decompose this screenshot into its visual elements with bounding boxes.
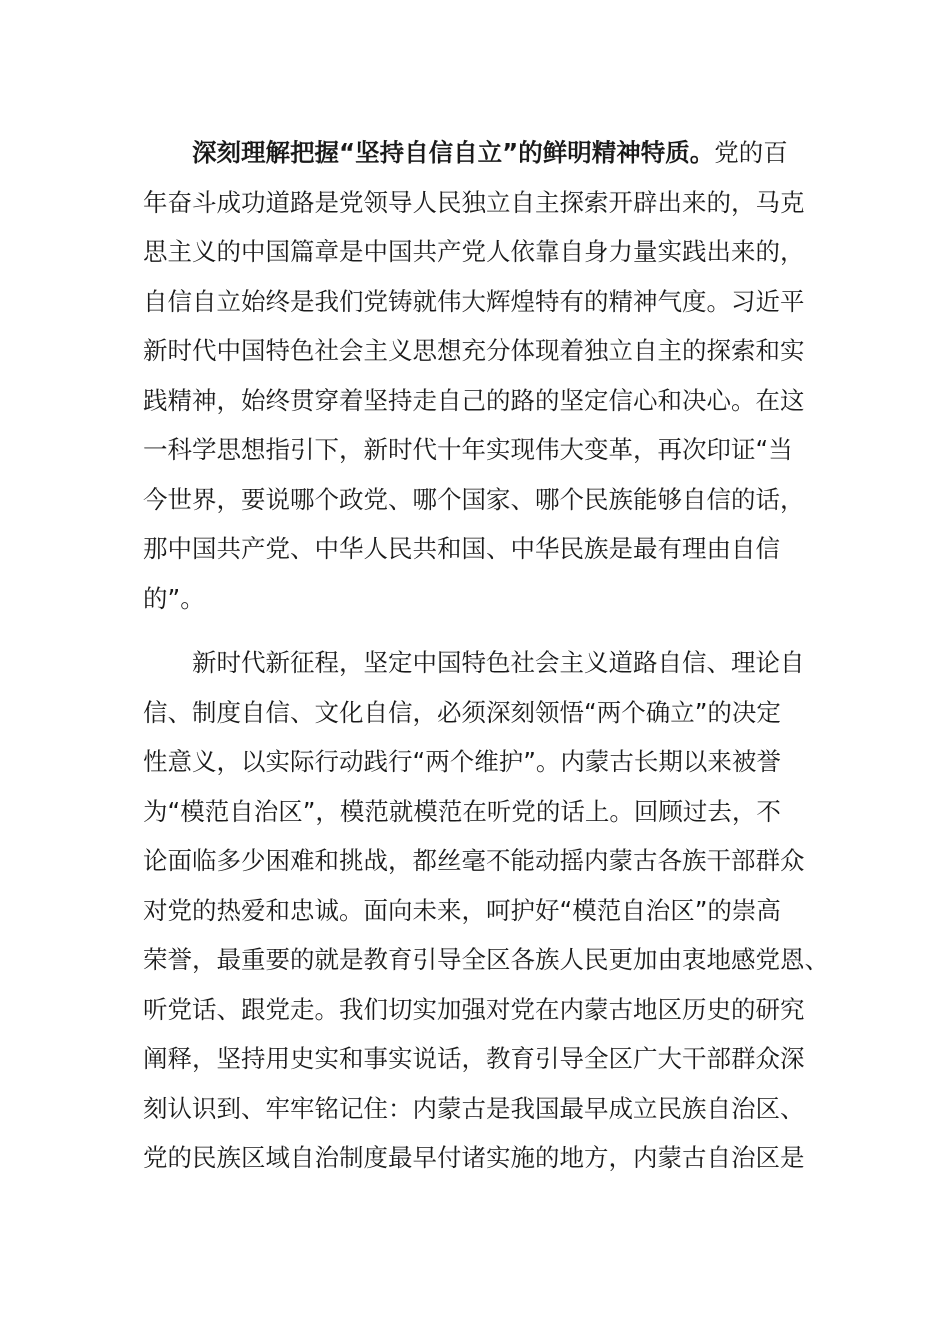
- text-line: 听党话、跟党走。我们切实加强对党在内蒙古地区历史的研究: [143, 994, 805, 1024]
- text-line: 为“模范自治区”，模范就模范在听党的话上。回顾过去，不: [143, 796, 781, 826]
- document-body: [143, 128, 829, 1183]
- text-line: [143, 128, 807, 178]
- text-line: 思主义的中国篇章是中国共产党人依靠自身力量实践出来的，: [143, 237, 805, 266]
- text-line: 的”。: [143, 583, 205, 613]
- paragraph-self-confidence: [143, 128, 807, 623]
- text-line: 党的民族区域自治制度最早付诸实施的地方，内蒙古自治区是: [143, 1143, 805, 1172]
- text-line: 新时代新征程，坚定中国特色社会主义道路自信、理论自: [192, 648, 805, 677]
- text-line: 自信自立始终是我们党铸就伟大辉煌特有的精神气度。习近平: [143, 286, 805, 316]
- text-line: 年奋斗成功道路是党领导人民独立自主探索开辟出来的，马克: [143, 187, 805, 217]
- text-line: 信、制度自信、文化自信，必须深刻领悟“两个确立”的决定: [143, 697, 781, 727]
- text-line: 刻认识到、牢牢铭记住：内蒙古是我国最早成立民族自治区、: [143, 1093, 805, 1123]
- text-line: 一科学思想指引下，新时代十年实现伟大变革，再次印证“当: [143, 435, 793, 464]
- text-line: 践精神，始终贯穿着坚持走自己的路的坚定信心和决心。在这: [143, 385, 805, 415]
- paragraph-spacer: [143, 623, 807, 638]
- paragraph-new-era: [143, 638, 829, 1183]
- text-line: 论面临多少困难和挑战，都丝毫不能动摇内蒙古各族干部群众: [143, 846, 805, 875]
- text-line: 性意义，以实际行动践行“两个维护”。内蒙古长期以来被誉: [143, 747, 781, 776]
- text-line: 新时代中国特色社会主义思想充分体现着独立自主的探索和实: [143, 336, 805, 365]
- text-line: 那中国共产党、中华人民共和国、中华民族是最有理由自信: [143, 534, 780, 563]
- paragraph-heading: 深刻理解把握“坚持自信自立”的鲜明精神特质。: [192, 138, 715, 167]
- text-line: 阐释，坚持用史实和事实说话，教育引导全区广大干部群众深: [143, 1044, 805, 1073]
- text-line: 荣誉，最重要的就是教育引导全区各族人民更加由衷地感党恩、: [143, 945, 829, 974]
- text-line-content: 党的百: [714, 138, 788, 167]
- text-line: 今世界，要说哪个政党、哪个国家、哪个民族能够自信的话，: [143, 484, 805, 514]
- text-line: 对党的热爱和忠诚。面向未来，呵护好“模范自治区”的崇高: [143, 895, 781, 925]
